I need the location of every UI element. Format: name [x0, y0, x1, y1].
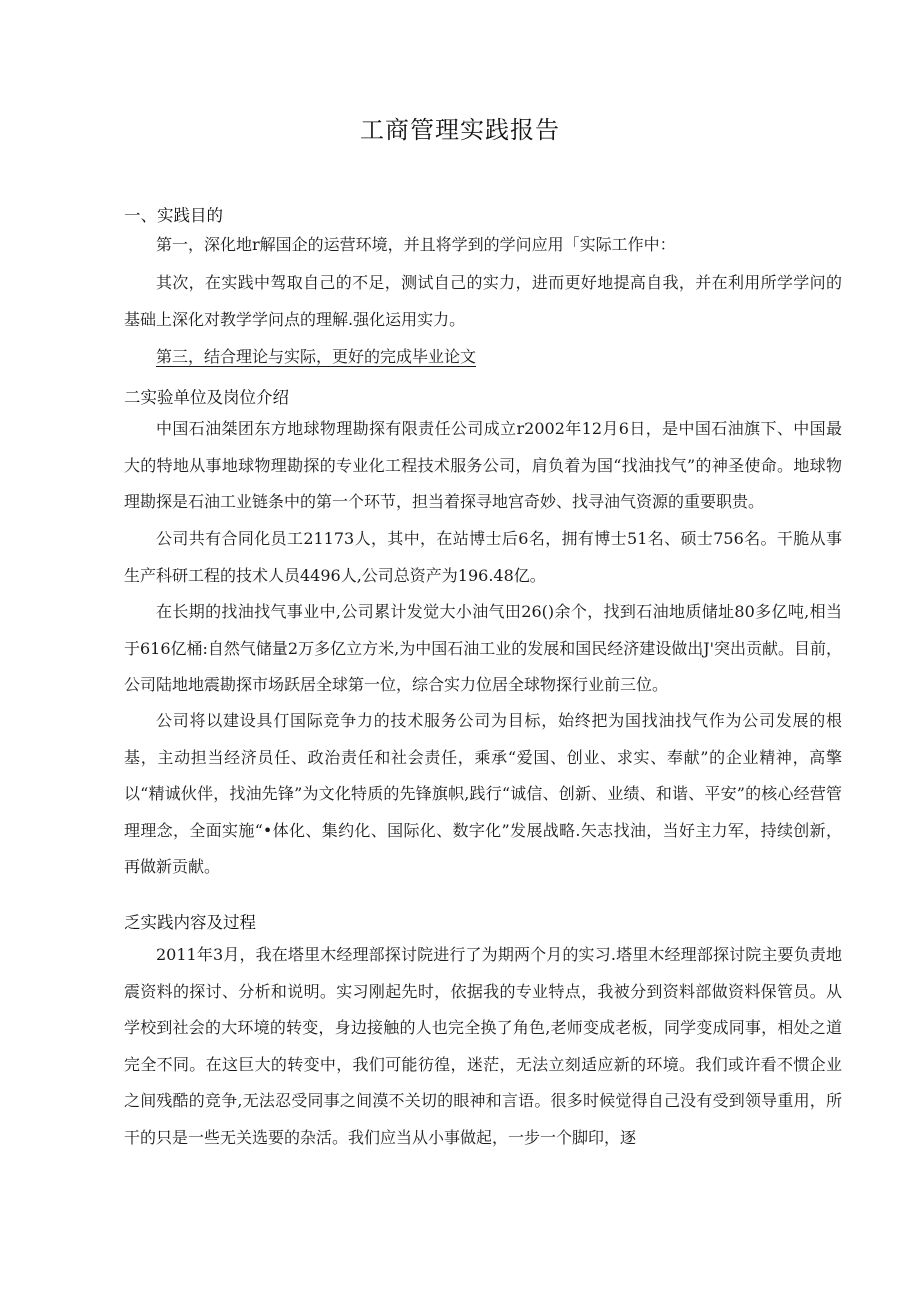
- section-heading-purpose: 一、实践目的: [124, 206, 223, 225]
- section-heading-content-process: 乏实践内容及过程: [124, 913, 256, 932]
- paragraph: 其次，在实践中驾取自己的不足，测试自己的实力，进而更好地提高自我，并在利用所学学问的基础上深化对教学学问点的理解.强化运用实力。: [124, 273, 842, 329]
- paragraph: 中国石油桀团东方地球物理勘探有限责任公司成立r2002年12月6日，是中国石油旗下、中国最大的特地从事地球物理勘探的专业化工程技术服务公司，肩负着为国“找油找气”的神圣使命。地球物理勘探是石油工业链条中的第一个环节，担当着探寻地宫奇妙、找寻油气资源的重要职贵。: [124, 419, 842, 512]
- paragraph: 第一，深化地r解国企的运营环境，并且将学到的学问应用「实际工作中：: [156, 235, 676, 254]
- section-heading-unit-intro: 二实验单位及岗位介绍: [124, 388, 289, 407]
- paragraph: 公司将以建设具仃国际竞争力的技术服务公司为目标，始终把为国找油找气作为公司发展的根基，主动担当经济员任、政治责任和社会责任，乘承“爱国、创业、求实、奉献”的企业精神，高擎以“精诚伙伴，找油先锋”为文化特质的先锋旗帜,践行“诚信、创新、业绩、和谐、平安”的核心经营管理理念，全面实施“•体化、集约化、国际化、数字化”发展战略.矢志找油，当好主力军，持续创新，再做新贡献。: [124, 711, 842, 877]
- document-title: 工商管理实践报告: [360, 116, 560, 144]
- underlined-text: 第三，结合理论与实际，更好的完成毕业论文: [156, 347, 477, 366]
- paragraph: 2011年3月，我在塔里木经理部探讨院进行了为期两个月的实习.塔里木经理部探讨院主要负责地震资料的探讨、分析和说明。实习刚起先时，依据我的专业特点，我被分到资料部做资料保管员。从学校到社会的大环境的转变，身边接触的人也完全换了角色,老师变成老板，同学变成同事，相处之道完全不同。在这巨大的转变中，我们可能彷徨，迷茫，无法立刻适应新的环境。我们或许看不惯企业之间残酷的竞争,无法忍受同事之间漠不关切的眼神和言语。很多时候觉得自己没有受到领导重用，所干的只是一些无关选要的杂活。我们应当从小事做起，一步一个脚印，逐: [124, 945, 842, 1147]
- paragraph: 在长期的找油找气事业中,公司累计发觉大小油气田26()余个，找到石油地质储址80多亿吨,相当于616亿桶:自然气储量2万多亿立方米,为中国石油工业的发展和国民经济建设做出J'突出贡献。目前，公司陆地地震勘探市场跃居全球第一位，综合实力位居全球物探行业前三位。: [124, 602, 843, 695]
- paragraph: 公司共有合同化员工21173人，其中，在站博士后6名，拥有博士51名、硕士756名。干脆从事生产科研工程的技术人员4496人,公司总资产为196.48亿。: [124, 529, 842, 585]
- paragraph: [124, 339, 842, 376]
